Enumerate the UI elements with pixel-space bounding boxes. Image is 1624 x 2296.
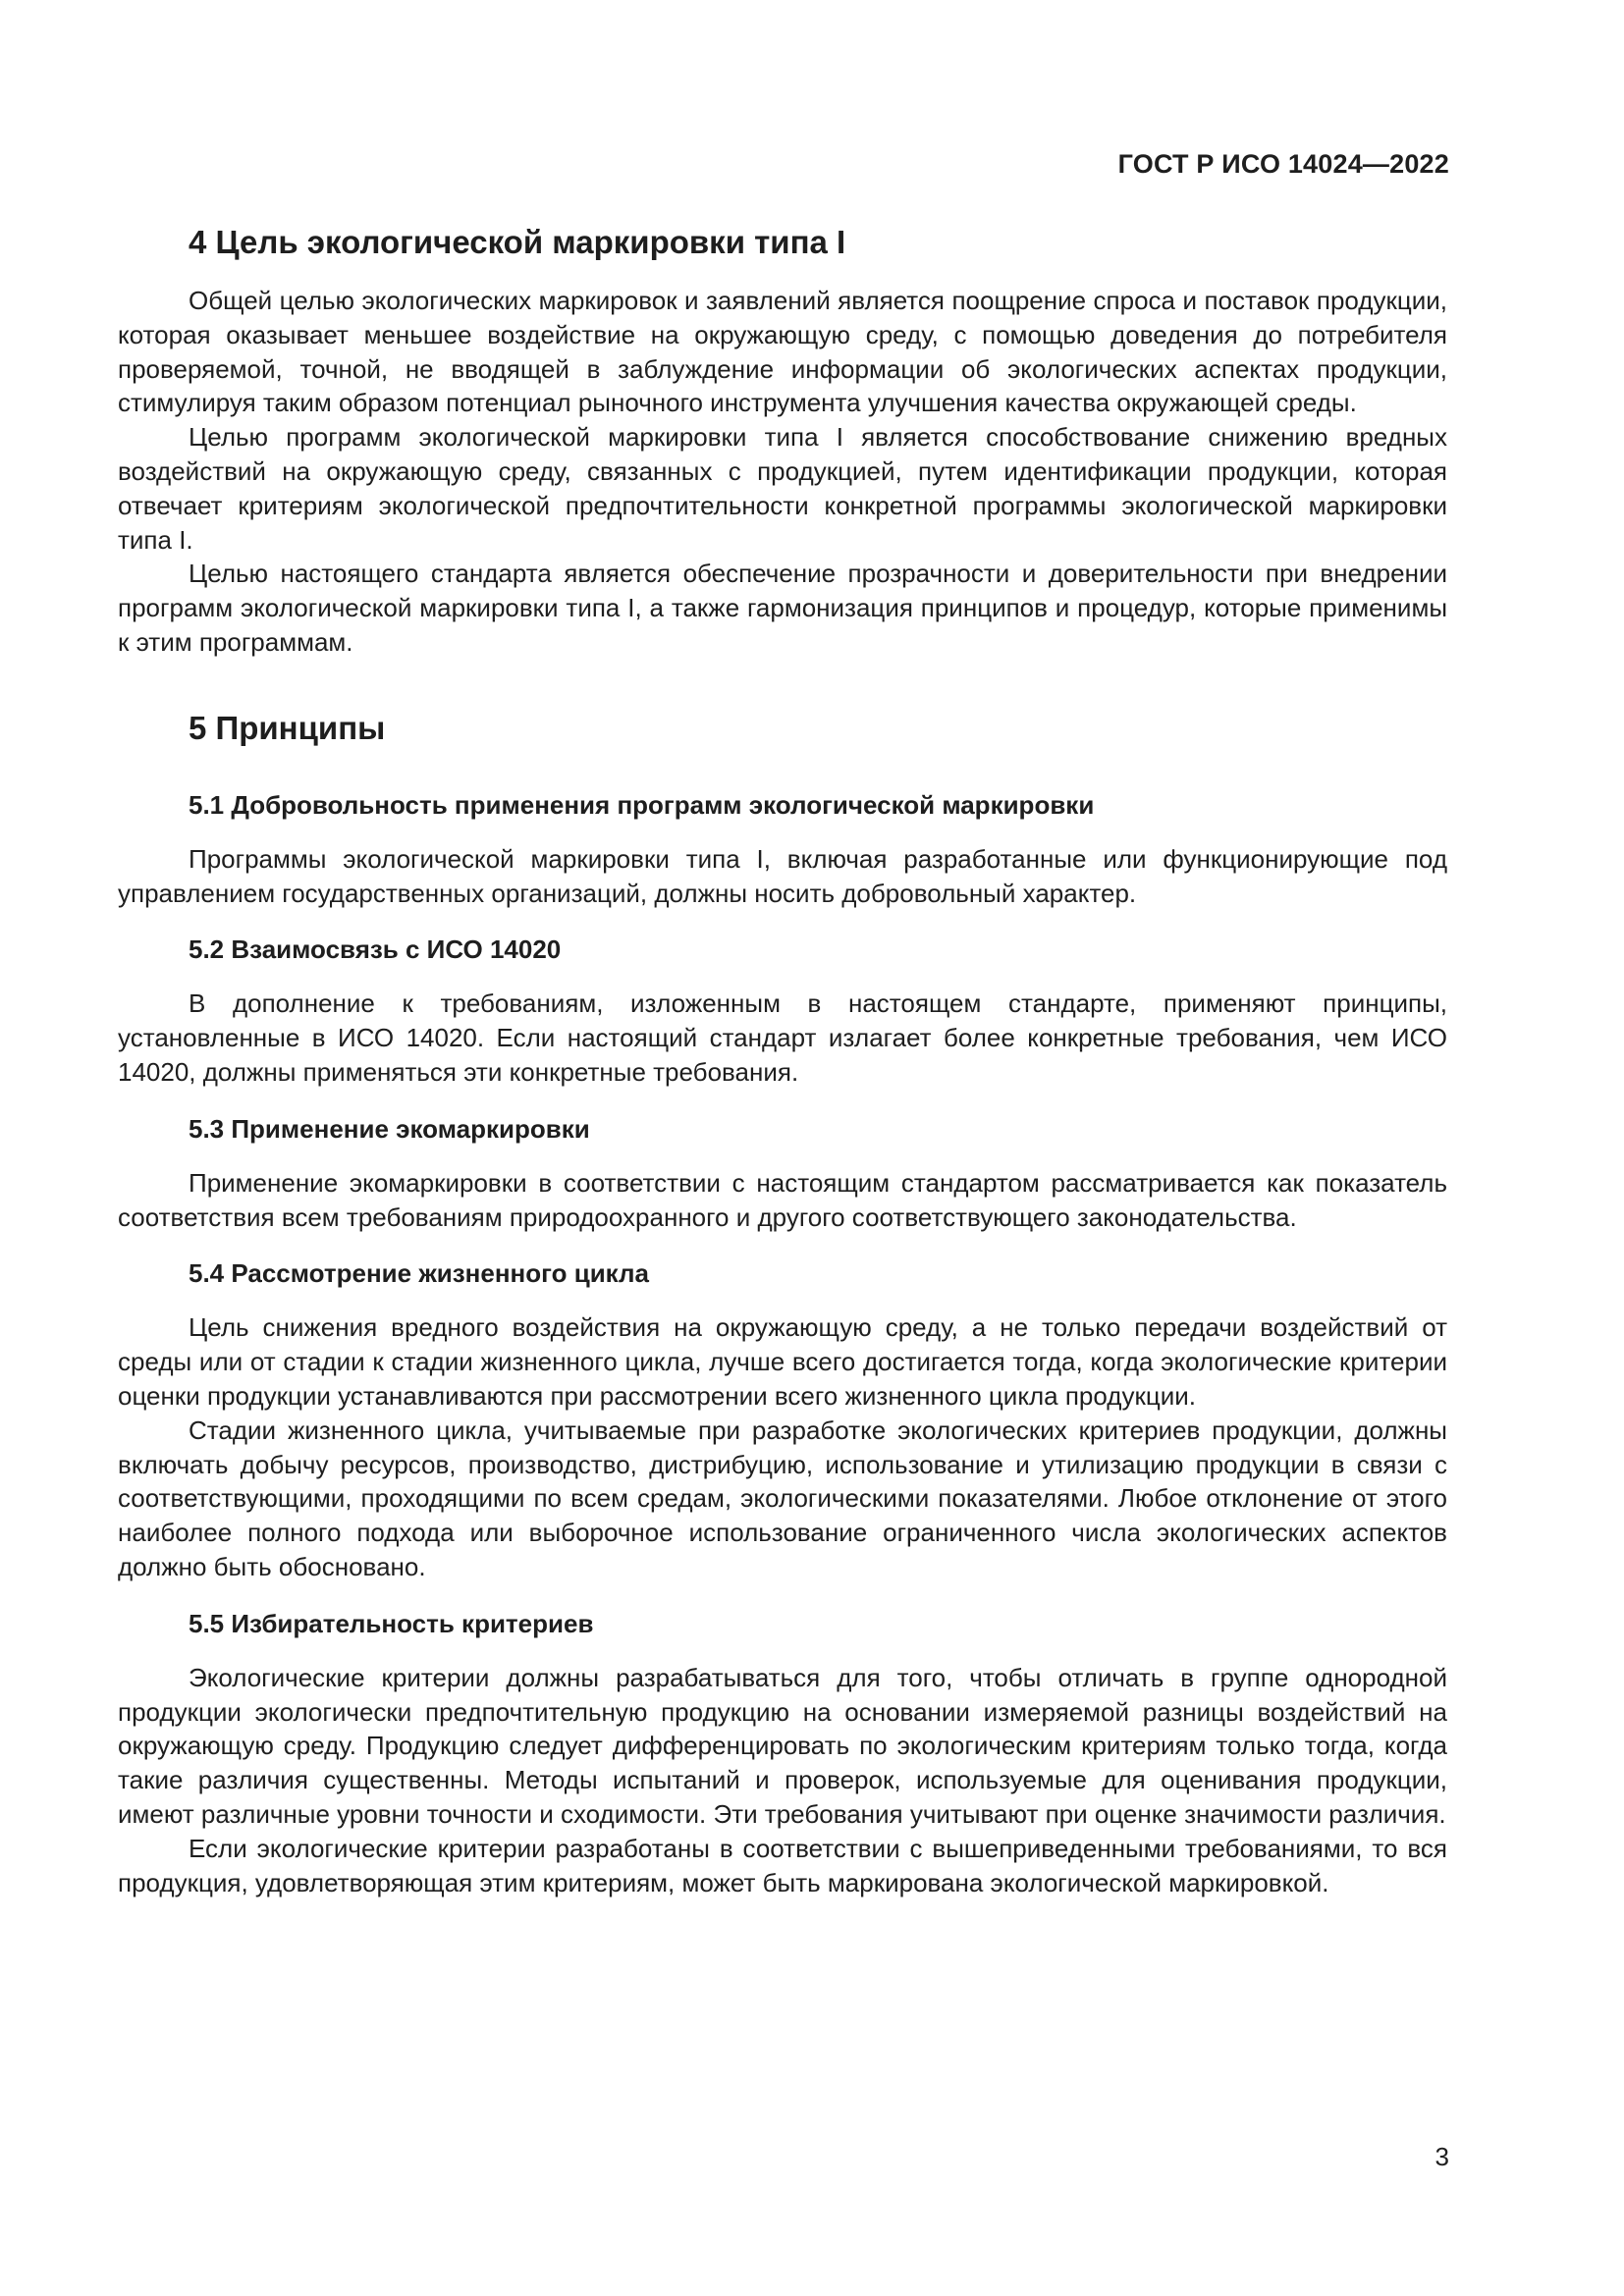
subsection-5-1-title: 5.1 Добровольность применения программ экологической маркировки (189, 789, 1095, 820)
subsection-5-3-title: 5.3 Применение экомаркировки (189, 1113, 590, 1144)
subsection-5-1-paragraph: Программы экологической маркировки типа I, включая разработанные или функционирующие под управлением государственных организаций, должны носить добровольный характер. (118, 843, 1447, 908)
subsection-5-4-paragraph: Стадии жизненного цикла, учитываемые при разработке экологических критериев продукции, должны включать добычу ресурсов, производство, дистрибуцию, использование и утилизацию продукции в связи с соответствующими, проходящими по всем средам, экологическими показателями. Любое отклонение от этого наиболее полного подхода или выборочное использование ограниченного числа экологических аспектов должно быть обосновано. (118, 1415, 1447, 1581)
subsection-5-2-title: 5.2 Взаимосвязь с ИСО 14020 (189, 934, 562, 965)
subsection-5-4-title: 5.4 Рассмотрение жизненного цикла (189, 1258, 649, 1289)
document-body (118, 221, 1447, 1899)
section-4-paragraph: Общей целью экологических маркировок и заявлений является поощрение спроса и поставок продукции, которая оказывает меньшее воздействие на окружающую среду, с помощью доведения до потребителя проверяемой, точной, не вводящей в заблуждение информации об экологических аспектах продукции, стимулируя таким образом потенциал рыночного инструмента улучшения качества окружающей среды. (118, 286, 1447, 418)
subsection-5-5-paragraph: Экологические критерии должны разрабатываться для того, чтобы отличать в группе однородной продукции экологически предпочтительную продукцию на основании измеряемой разницы воздействий на окружающую среду. Продукцию следует дифференцировать по экологическим критериям только тогда, когда такие различия существенны. Методы испытаний и проверок, используемые для оценивания продукции, имеют различные уровни точности и сходимости. Эти требования учитывают при оценке значимости различия. (118, 1662, 1447, 1829)
subsection-5-5-title: 5.5 Избирательность критериев (189, 1608, 594, 1638)
section-4-paragraph: Целью настоящего стандарта является обеспечение прозрачности и доверительности при внедрении программ экологической маркировки типа I, а также гармонизация принципов и процедур, которые применимы к этим программам. (118, 559, 1447, 657)
subsection-5-3-paragraph: Применение экомаркировки в соответствии с настоящим стандартом рассматривается как показатель соответствия всем требованиям природоохранного и другого соответствующего законодательства. (118, 1167, 1447, 1232)
section-4-title: 4 Цель экологической маркировки типа I (189, 224, 846, 260)
subsection-5-4-paragraph: Цель снижения вредного воздействия на окружающую среду, а не только передачи воздействий от среды или от стадии к стадии жизненного цикла, лучше всего достигается тогда, когда экологические критерии оценки продукции устанавливаются при рассмотрении всего жизненного цикла продукции. (118, 1312, 1447, 1411)
subsection-5-2-paragraph: В дополнение к требованиям, изложенным в настоящем стандарте, применяют принципы, установленные в ИСО 14020. Если настоящий стандарт излагает более конкретные требования, чем ИСО 14020, должны применяться эти конкретные требования. (118, 988, 1447, 1087)
section-5-title: 5 Принципы (189, 709, 386, 746)
document-code: ГОСТ Р ИСО 14024—2022 (1117, 149, 1449, 179)
subsection-5-5-paragraph: Если экологические критерии разработаны в соответствии с вышеприведенными требованиями, то вся продукция, удовлетворяющая этим критериям, может быть маркирована экологической маркировкой. (118, 1833, 1447, 1897)
section-4-paragraph: Целью программ экологической маркировки типа I является способствование снижению вредных воздействий на окружающую среду, связанных с продукцией, путем идентификации продукции, которая отвечает критериям экологической предпочтительности конкретной программы экологической маркировки типа I. (118, 422, 1447, 555)
page-number: 3 (1435, 2142, 1449, 2171)
